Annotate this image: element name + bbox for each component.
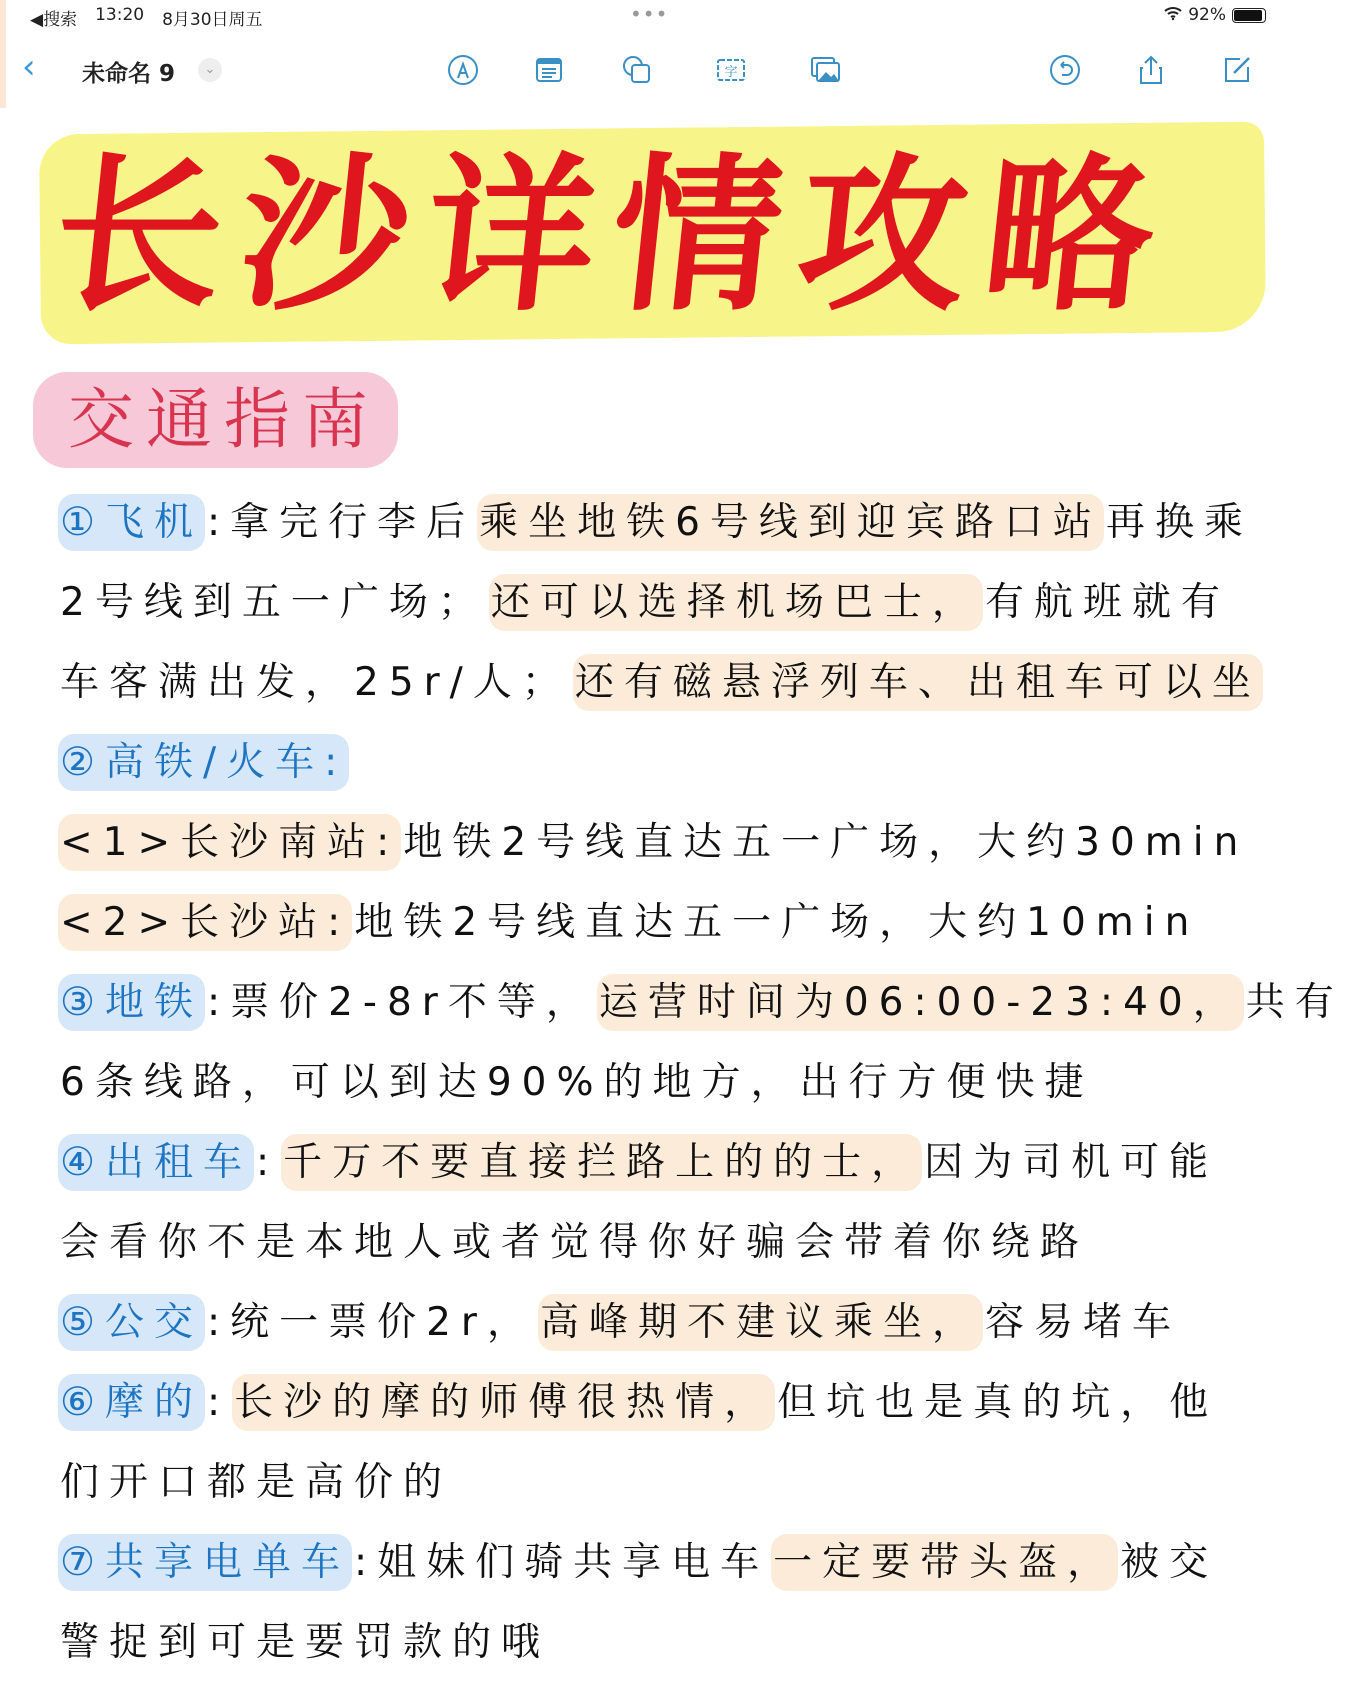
body-text: 共有: [1245, 980, 1344, 1025]
text-line: [58, 803, 1258, 883]
note-body: [58, 483, 1344, 1683]
text-line: [58, 1523, 1258, 1603]
body-text: :: [206, 1380, 231, 1425]
item-label: ⑤公交: [58, 1294, 205, 1351]
highlighted-text: <2>长沙站:: [58, 894, 352, 951]
body-text: 有航班就有: [984, 580, 1230, 625]
text-line: [58, 1283, 1258, 1363]
highlighted-text: <1>长沙南站:: [58, 814, 401, 871]
body-text: 6条线路，可以到达90%的地方，出行方便快捷: [60, 1060, 1094, 1105]
body-text: :票价2-8r不等，: [206, 980, 595, 1025]
body-text: 2号线到五一广场；: [60, 580, 487, 625]
body-text: 警捉到可是要罚款的哦: [60, 1620, 551, 1665]
section-heading: 交通指南: [68, 381, 380, 458]
item-label: ⑦共享电单车: [58, 1534, 352, 1591]
body-text: 会看你不是本地人或者觉得你好骗会带着你绕路: [60, 1220, 1090, 1265]
body-text: 再换乘: [1105, 500, 1253, 545]
highlighted-text: 运营时间为06:00-23:40，: [597, 974, 1244, 1031]
item-label: ②高铁/火车:: [58, 734, 349, 791]
body-text: 们开口都是高价的: [60, 1460, 453, 1505]
text-line: [58, 1443, 1258, 1523]
item-label: ④出租车: [58, 1134, 254, 1191]
highlighted-text: 长沙的摩的师傅很热情，: [232, 1374, 775, 1431]
text-line: [58, 883, 1258, 963]
text-box-icon[interactable]: [712, 51, 750, 89]
item-label: ⑥摩的: [58, 1374, 205, 1431]
body-text: 因为司机可能: [924, 1140, 1219, 1185]
body-text: :姐妹们骑共享电车: [353, 1540, 770, 1585]
body-text: 地铁2号线直达五一广场，大约10min: [354, 900, 1200, 945]
image-icon[interactable]: [806, 51, 844, 89]
text-line: [58, 483, 1258, 563]
body-text: 被交: [1120, 1540, 1219, 1585]
body-text: :拿完行李后: [206, 500, 476, 545]
text-line: [58, 563, 1258, 643]
text-line: [58, 963, 1344, 1043]
body-text: 车客满出发，25r/人；: [60, 660, 571, 705]
chevron-down-icon[interactable]: ⌄: [198, 58, 222, 82]
undo-icon[interactable]: [1046, 51, 1084, 89]
status-time: 13:20: [95, 5, 145, 25]
body-text: 但坑也是真的坑，他: [777, 1380, 1219, 1425]
highlighted-text: 千万不要直接拦路上的的士，: [281, 1134, 922, 1191]
text-line: [58, 1363, 1258, 1443]
text-line: [58, 1603, 1258, 1683]
item-label: ①飞机: [58, 494, 205, 551]
body-text: :: [255, 1140, 280, 1185]
svg-text:字: 字: [724, 65, 738, 80]
text-line: [58, 643, 1261, 723]
highlighted-text: 高峰期不建议乘坐，: [538, 1294, 983, 1351]
highlighted-text: 乘坐地铁6号线到迎宾路口站: [477, 494, 1104, 551]
status-date: 8月30日周五: [162, 10, 263, 30]
text-line: [58, 1123, 1258, 1203]
multitask-dots[interactable]: •••: [630, 2, 669, 26]
body-text: :统一票价2r，: [206, 1300, 536, 1345]
pen-icon[interactable]: [444, 51, 482, 89]
item-label: ③地铁: [58, 974, 205, 1031]
edit-icon[interactable]: [1218, 51, 1256, 89]
battery-percent: 92%: [1188, 5, 1226, 25]
highlighted-text: 还有磁悬浮列车、出租车可以坐: [573, 654, 1263, 711]
text-line: [58, 1043, 1258, 1123]
notes-icon[interactable]: [530, 51, 568, 89]
back-to-app[interactable]: ◀搜索: [30, 10, 78, 30]
back-chevron-icon[interactable]: ‹: [22, 47, 36, 87]
wifi-icon: [1164, 5, 1182, 25]
text-line: [58, 1203, 1258, 1283]
status-bar: [0, 0, 1280, 32]
body-text: 地铁2号线直达五一广场，大约30min: [403, 820, 1249, 865]
highlighted-text: 一定要带头盔，: [771, 1534, 1118, 1591]
shapes-icon[interactable]: [618, 51, 656, 89]
page-title: 长沙详情攻略: [44, 136, 1182, 334]
highlighted-text: 还可以选择机场巴士，: [489, 574, 983, 631]
share-icon[interactable]: [1132, 51, 1170, 89]
body-text: 容易堵车: [984, 1300, 1181, 1345]
battery-icon: [1232, 8, 1266, 23]
document-title[interactable]: 未命名 9: [82, 61, 176, 87]
toolbar: [0, 45, 1280, 95]
text-line: [58, 723, 1258, 803]
